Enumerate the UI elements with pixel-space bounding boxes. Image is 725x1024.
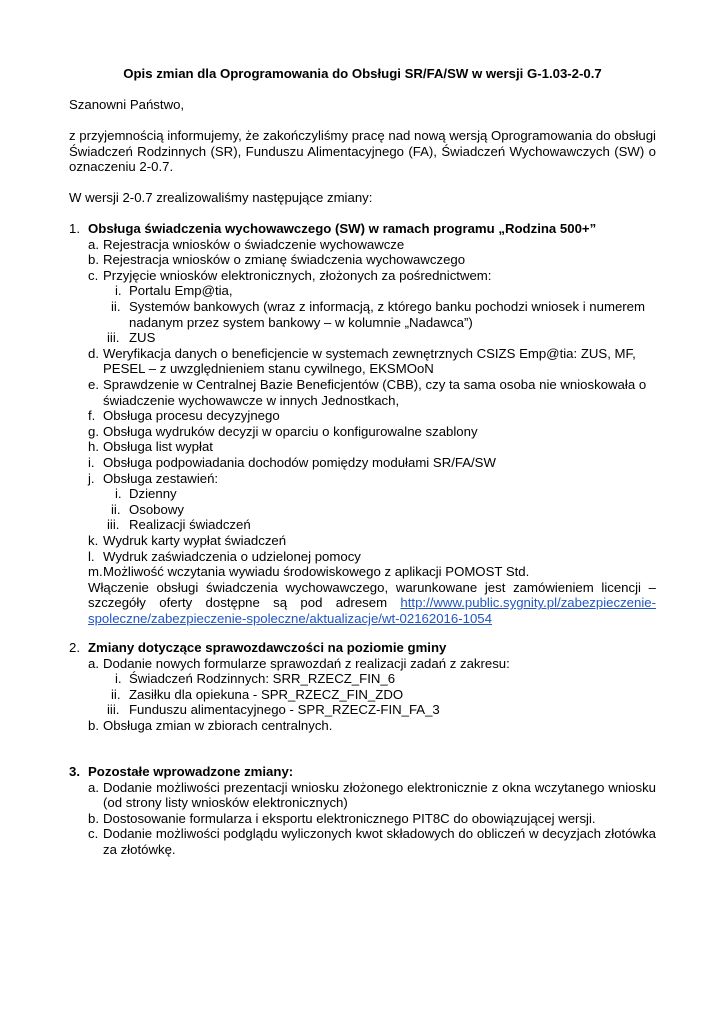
- section-3-number: 3.: [69, 764, 80, 779]
- license-offer-link[interactable]: http://www.public.sygnity.pl/zabezpieczenie-spoleczne/zabezpieczenie-spoleczne/aktualizacje/wt-02162016-1054: [88, 595, 656, 626]
- document-title: Opis zmian dla Oprogramowania do Obsługi SR/FA/SW w wersji G-1.03-2-0.7: [123, 66, 602, 81]
- section-1: 1. Obsługa świadczenia wychowawczego (SW) w ramach programu „Rodzina 500+” a. Rejestracja wniosków o świadczenie wychowawcze b. Rejestracja wniosków o zmianę świadczenia wychowawczego c. Przyjęcie wniosków elektronicznych, złożonych za pośrednictwem: i. Portalu Emp@tia, ii. Systemów bankowych (wraz z informacją, z którego banku pochodzi wniosek i numerem nadanym przez system bankowy – w kolumnie „Nadawca”) iii. ZUS d. Weryfikacja danych o beneficjencie w systemach zewnętrznych CSIZS Emp@tia: ZUS, MF, PESEL – z uwzględnieniem stanu cywilnego, EKSMOoN e. Sprawdzenie w Centralnej Bazie Beneficjentów (CBB), czy ta sama osoba nie wnioskowała o świadczenie wychowawcze w innych Jednostkach, f. Obsługa procesu decyzyjnego g. Obsługa wydruków decyzji w oparciu o konfigurowalne szablony h. Obsługa list wypłat i. Obsługa podpowiadania dochodów pomiędzy modułami SR/FA/SW j. Obsługa zestawień: i. Dzienny ii. Osobowy iii. Realizacji świadczeń k. Wydruk karty wypłat świadczeń l. Wydruk zaświadczenia o udzielonej pomocy m. Możliwość wczytania wywiadu środowiskowego z aplikacji POMOST Std. Włączenie obsługi świadczenia wychowawczego, warunkowane jest zamówieniem licencji – szczegóły oferty dostępne są pod adresem http://www.public.sygnity.pl/zabezpieczenie-spoleczne/zabezpieczenie-spoleczne/aktualizacje/wt-02162016-1054: [69, 221, 656, 626]
- greeting: Szanowni Państwo,: [69, 97, 185, 112]
- section-2-heading: Zmiany dotyczące sprawozdawczości na poziomie gminy: [88, 640, 447, 655]
- license-note: Włączenie obsługi świadczenia wychowawczego, warunkowane jest zamówieniem licencji – szczegóły oferty dostępne są pod adresem http://www.public.sygnity.pl/zabezpieczenie-spoleczne/zabezpieczenie-spoleczne/aktualizacje/wt-02162016-1054: [88, 579, 656, 626]
- section-1-number: 1.: [69, 221, 80, 236]
- section-1-heading: Obsługa świadczenia wychowawczego (SW) w ramach programu „Rodzina 500+”: [88, 221, 597, 236]
- section-2-number: 2.: [69, 640, 80, 655]
- section-3-heading: Pozostałe wprowadzone zmiany:: [88, 764, 294, 779]
- changes-lead: W wersji 2-0.7 zrealizowaliśmy następujące zmiany:: [69, 190, 373, 205]
- section-2: 2. Zmiany dotyczące sprawozdawczości na poziomie gminy a. Dodanie nowych formularze sprawozdań z realizacji zadań z zakresu: i. Świadczeń Rodzinnych: SRR_RZECZ_FIN_6 ii. Zasiłku dla opiekuna - SPR_RZECZ_FIN_ZDO iii. Funduszu alimentacyjnego - SPR_RZECZ-FIN_FA_3 b. Obsługa zmian w zbiorach centralnych.: [69, 640, 510, 733]
- section-3: 3. Pozostałe wprowadzone zmiany: a. Dodanie możliwości prezentacji wniosku złożonego elektronicznie z okna wczytanego wniosku (od strony listy wniosków elektronicznych) b. Dostosowanie formularza i eksportu elektronicznego PIT8C do obowiązującej wersji. c. Dodanie możliwości podglądu wyliczonych kwot składowych do obliczeń w decyzjach złotówka za złotówkę.: [69, 764, 656, 857]
- intro-paragraph: z przyjemnością informujemy, że zakończyliśmy pracę nad nową wersją Oprogramowania do obsługi Świadczeń Rodzinnych (SR), Funduszu Alimentacyjnego (FA), Świadczeń Wychowawczych (SW) o oznaczeniu 2-0.7.: [69, 128, 656, 175]
